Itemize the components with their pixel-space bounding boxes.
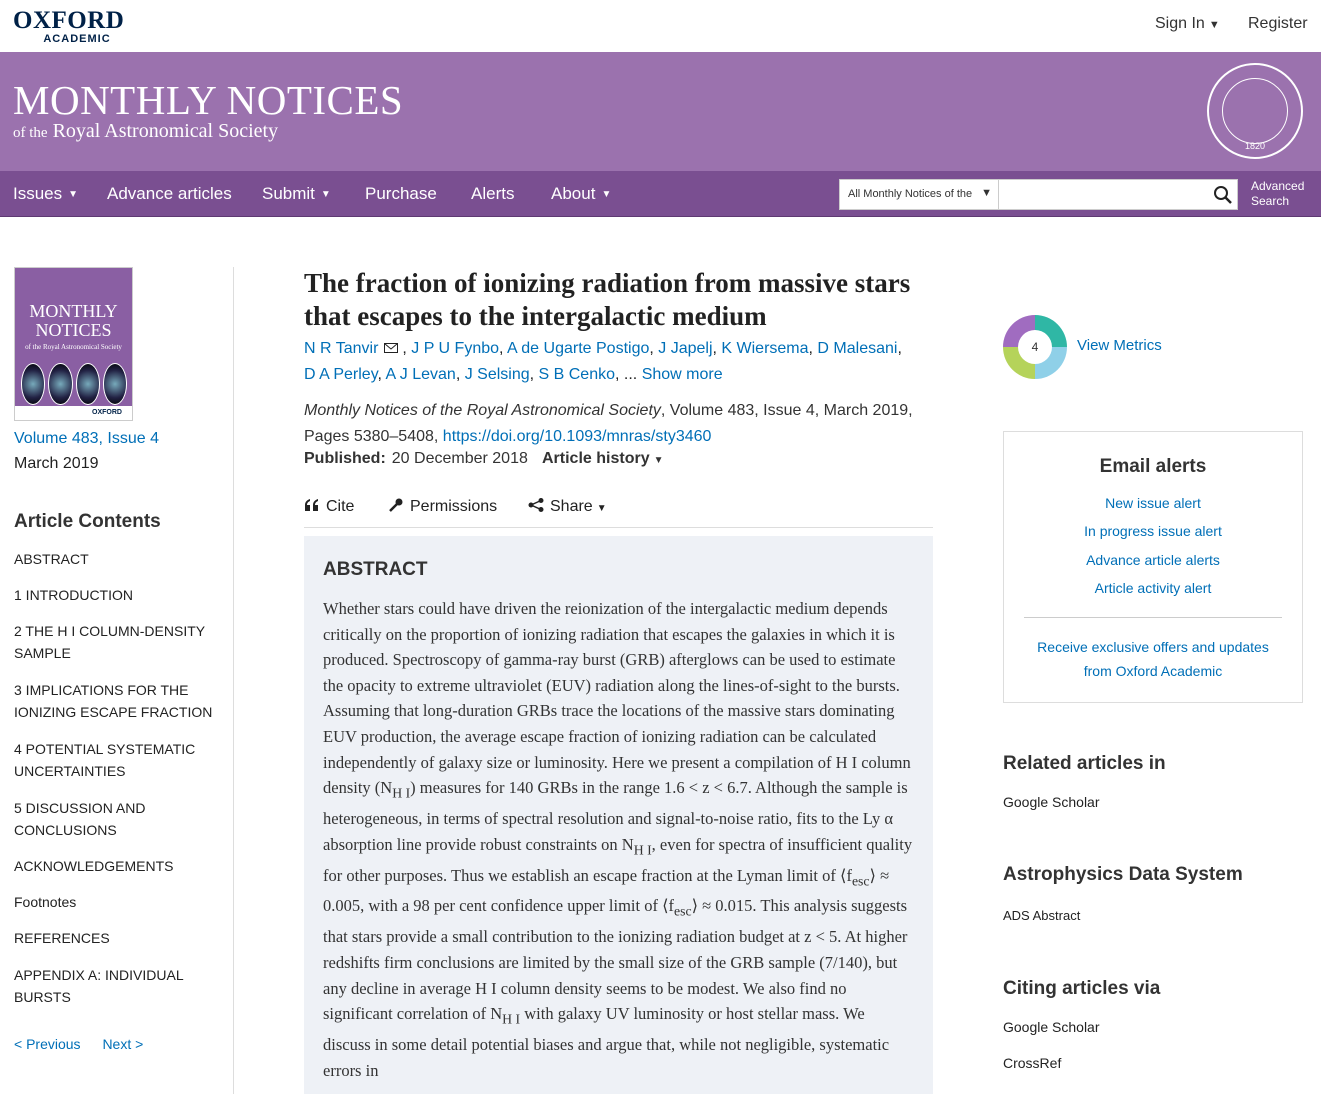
permissions-button[interactable] — [388, 498, 497, 516]
journal-title[interactable] — [13, 77, 404, 144]
cover-images — [21, 363, 127, 405]
toc-item[interactable]: 4 POTENTIAL SYSTEMATIC UNCERTAINTIES — [14, 741, 196, 779]
email-alerts-box — [1003, 431, 1303, 703]
citing-crossref-link[interactable]: CrossRef — [1003, 1055, 1062, 1071]
journal-title-of: of the — [13, 125, 48, 141]
cover-title-line2: NOTICES — [35, 320, 112, 340]
journal-name: Monthly Notices of the Royal Astronomical Society — [304, 402, 661, 419]
envelope-icon[interactable] — [384, 343, 398, 353]
abstract-text — [323, 596, 915, 1083]
share-label: Share — [550, 498, 593, 515]
prev-next-nav — [14, 1036, 161, 1052]
abstract-part: ) measures for 140 GRBs in the range 1.6 < z < 6.7. Although the sample is heterogeneous, in terms of spectral resolution and signal-to-noise ratio, fits to the Ly α absorption line provide robust constraints on N — [323, 778, 908, 854]
nav-submit-label: Submit — [262, 184, 315, 203]
toc-item[interactable]: APPENDIX A: INDIVIDUAL BURSTS — [14, 967, 184, 1005]
email-alerts-heading: Email alerts — [1099, 456, 1207, 477]
cover-publisher: OXFORD — [15, 406, 132, 420]
article-tools — [304, 496, 933, 528]
author-link[interactable]: K Wiersema — [721, 340, 809, 357]
author-link[interactable]: J Japelj — [658, 340, 713, 357]
abstract-part: with galaxy UV luminosity or host stellar mass. We discuss in some detail potential biases and argue that, while not negligible, systematic errors in — [323, 1004, 890, 1080]
main-nav — [0, 171, 1321, 217]
advance-article-alerts-link[interactable]: Advance article alerts — [1086, 552, 1220, 568]
new-issue-alert-link[interactable]: New issue alert — [1105, 495, 1201, 511]
subscript-hi: H I — [392, 785, 411, 801]
published-date: 20 December 2018 — [391, 450, 528, 467]
cover-galaxy-image — [76, 363, 100, 405]
search-scope-select[interactable] — [839, 179, 999, 210]
journal-title-line1: MONTHLY NOTICES — [13, 77, 404, 123]
quote-icon — [304, 498, 320, 512]
sign-in-button[interactable] — [1155, 15, 1220, 33]
abstract-part: ⟩ ≈ 0.015. This analysis suggests that stars provide a small contribution to the ionizing radiation budget at z < 5. At higher redshifts firm conclusions are limited by the small size of the GRB sample (7/140), but any decline in average H I column density seems to be modest. We also find no significant correlation of N — [323, 896, 908, 1024]
caret-down-icon: ▼ — [653, 455, 664, 466]
author-link[interactable]: A J Levan — [385, 366, 456, 383]
show-more-authors-link[interactable]: Show more — [641, 366, 723, 383]
article-activity-alert-link[interactable]: Article activity alert — [1094, 580, 1212, 596]
nav-about-label: About — [551, 184, 596, 203]
abstract-heading: ABSTRACT — [323, 559, 428, 580]
author-link[interactable]: J P U Fynbo — [411, 340, 500, 357]
nav-issues-label: Issues — [13, 184, 63, 203]
article-title: The fraction of ionizing radiation from massive stars that escapes to the intergalactic medium — [304, 268, 911, 331]
author-list: N R Tanvir , J P U Fynbo, A de Ugarte Postigo, J Japelj, K Wiersema, D Malesani, D A Perley, A J Levan, J Selsing, S B Cenko, ... Show more — [304, 340, 902, 383]
citation-info — [304, 398, 934, 450]
nav-purchase[interactable]: Purchase — [365, 184, 437, 203]
society-seal-icon — [1207, 63, 1303, 159]
search-input[interactable] — [999, 179, 1238, 210]
ads-heading: Astrophysics Data System — [1003, 864, 1243, 885]
cite-button[interactable] — [304, 498, 354, 516]
caret-down-icon: ▼ — [601, 189, 612, 200]
article-contents-heading: Article Contents — [14, 511, 161, 532]
advanced-search-link[interactable] — [1251, 179, 1304, 209]
cover-subtitle: of the Royal Astronomical Society — [25, 343, 122, 351]
nav-alerts[interactable]: Alerts — [471, 184, 515, 203]
citing-articles-heading: Citing articles via — [1003, 978, 1161, 999]
caret-down-icon: ▼ — [68, 189, 79, 200]
sidebar-divider — [233, 267, 234, 1094]
subscript-hi: H I — [502, 1011, 521, 1027]
in-progress-alert-link[interactable]: In progress issue alert — [1084, 523, 1222, 539]
author-ellipsis: ... — [623, 366, 638, 383]
seal-year: 1820 — [1244, 141, 1266, 151]
seal-inner-ring — [1222, 78, 1288, 144]
search-scope-value: All Monthly Notices of the — [848, 188, 973, 200]
register-link[interactable]: Register — [1248, 15, 1308, 32]
author-link[interactable]: A de Ugarte Postigo — [507, 340, 650, 357]
nav-about[interactable] — [551, 184, 611, 204]
abstract-part: ⟩ ≈ 0.005, with a 98 per cent confidence upper limit of ⟨f — [323, 865, 890, 916]
altmetric-donut-icon[interactable] — [1003, 315, 1067, 379]
toc-item[interactable]: 3 IMPLICATIONS FOR THE IONIZING ESCAPE FRACTION — [14, 682, 213, 720]
divider — [1024, 617, 1282, 618]
related-google-scholar-link[interactable]: Google Scholar — [1003, 794, 1100, 810]
nav-advance-articles[interactable]: Advance articles — [107, 184, 232, 203]
author-link[interactable]: N R Tanvir — [304, 340, 379, 357]
altmetric-score: 4 — [1018, 330, 1052, 364]
view-metrics-link[interactable]: View Metrics — [1077, 337, 1162, 354]
toc-item[interactable]: 2 THE H I COLUMN-DENSITY SAMPLE — [14, 623, 205, 661]
citing-google-scholar-link[interactable]: Google Scholar — [1003, 1019, 1100, 1035]
cover-galaxy-image — [103, 363, 127, 405]
permissions-label: Permissions — [410, 498, 498, 515]
key-icon — [388, 498, 404, 512]
issue-date: March 2019 — [14, 455, 99, 472]
top-bar — [0, 0, 1321, 52]
author-link[interactable]: D Malesani — [817, 340, 898, 357]
cover-title-line1: MONTHLY — [29, 301, 118, 321]
journal-title-line2 — [13, 120, 403, 144]
doi-link[interactable]: https://doi.org/10.1093/mnras/sty3460 — [442, 428, 712, 445]
article-history-label: Article history — [542, 450, 650, 467]
toc-item[interactable]: ACKNOWLEDGEMENTS — [14, 858, 174, 874]
volume-issue-link[interactable]: Volume 483, Issue 4 — [14, 430, 159, 447]
author-link[interactable]: J Selsing — [464, 366, 530, 383]
abstract-part: Whether stars could have driven the reionization of the intergalactic medium depends critically on the proportion of ionizing radiation that escapes the galaxies in which it is produced. Spectroscopy of gamma-ray burst (GRB) afterglows can be used to estimate the opacity to extreme ultraviolet (EUV) radiation along the lines-of-sight to the bursts. Assuming that long-duration GRBs trace the locations of the massive stars dominating EUV production, the average escape fraction of ionizing radiation can be calculated independently of galaxy size or luminosity. Here we present a compilation of H I column density (N — [323, 599, 911, 798]
subscript-hi: H I — [633, 841, 652, 857]
journal-title-society: Royal Astronomical Society — [52, 120, 279, 142]
previous-link[interactable]: < Previous — [14, 1036, 81, 1052]
share-icon — [528, 498, 544, 512]
cover-galaxy-image — [48, 363, 72, 405]
issue-cover-image[interactable] — [14, 267, 133, 421]
toc-item[interactable]: Footnotes — [14, 894, 77, 910]
advanced-search-line2: Search — [1251, 194, 1290, 208]
published-info — [304, 450, 528, 468]
cite-label: Cite — [326, 498, 355, 515]
published-label: Published: — [304, 450, 386, 467]
toc-item[interactable]: 5 DISCUSSION AND CONCLUSIONS — [14, 800, 146, 838]
author-link[interactable]: S B Cenko — [538, 366, 615, 383]
subscript-esc: esc — [851, 872, 870, 888]
nav-submit[interactable] — [262, 184, 331, 204]
related-articles-heading: Related articles in — [1003, 753, 1166, 774]
ads-abstract-link[interactable]: ADS Abstract — [1003, 908, 1081, 923]
caret-down-icon: ▼ — [320, 189, 331, 200]
citation-details: , Volume 483, Issue 4, March 2019, Pages 5380–5408, — [304, 402, 913, 445]
nav-issues[interactable] — [13, 184, 78, 204]
logo-main: OXFORD — [13, 7, 125, 34]
caret-down-icon: ▼ — [596, 503, 607, 514]
toc-item[interactable]: 1 INTRODUCTION — [14, 587, 133, 603]
exclusive-offers-link[interactable]: Receive exclusive offers and updates from Oxford Academic — [1037, 639, 1269, 679]
author-link[interactable]: D A Perley — [304, 366, 378, 383]
caret-down-icon: ▼ — [1208, 19, 1220, 31]
sign-in-label: Sign In — [1155, 15, 1205, 32]
abstract-section — [304, 536, 933, 1094]
journal-banner — [0, 52, 1321, 171]
logo-sub: ACADEMIC — [43, 33, 111, 45]
toc-item[interactable]: REFERENCES — [14, 930, 110, 946]
toc-item[interactable]: ABSTRACT — [14, 551, 89, 567]
next-link[interactable]: Next > — [102, 1036, 144, 1052]
oxford-academic-logo[interactable] — [13, 9, 129, 45]
advanced-search-line1: Advanced — [1251, 179, 1305, 193]
subscript-esc: esc — [674, 903, 692, 919]
caret-down-icon: ▼ — [981, 187, 992, 199]
abstract-part: , even for spectra of insufficient quality for other purposes. Thus we establish an escape fraction at the Lyman limit of ⟨f — [323, 834, 913, 885]
search-icon[interactable] — [1213, 185, 1233, 205]
article-history-toggle[interactable] — [542, 450, 664, 468]
share-button[interactable] — [528, 498, 607, 516]
cover-title — [15, 302, 132, 340]
cover-galaxy-image — [21, 363, 45, 405]
